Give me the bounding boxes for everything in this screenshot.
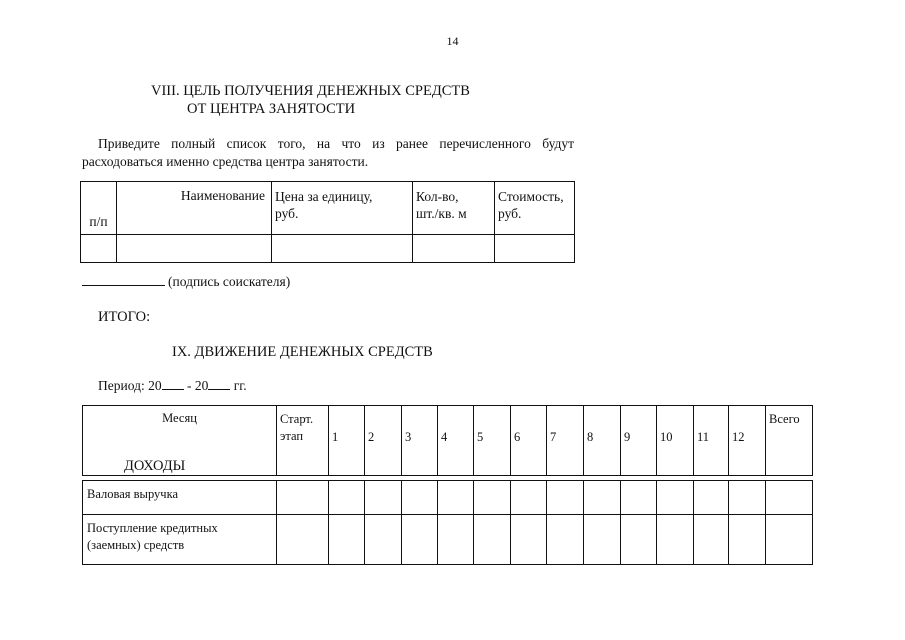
section8-title-line2: ОТ ЦЕНТРА ЗАНЯТОСТИ [187,101,356,117]
income-row-gross-revenue [83,481,813,515]
month-9-header: 9 [621,406,657,476]
table-cell[interactable] [729,481,766,515]
page-number: 14 [446,34,459,48]
purchase-table [80,181,575,263]
intro-line1: Приведите полный список того, на что из ранее перечисленного будут [98,136,574,151]
start-stage-line2: этап [280,429,304,443]
table-cell[interactable] [474,481,511,515]
cashflow-header-table [82,405,813,476]
cell-name[interactable] [117,235,272,263]
start-stage-line1: Старт. [280,412,314,426]
table-cell[interactable] [729,515,766,565]
table-cell[interactable] [621,481,657,515]
month-4-header: 4 [438,406,474,476]
table-cell[interactable] [402,481,438,515]
col-price-header [272,182,413,235]
table-cell[interactable] [438,515,474,565]
col-qty-line2: шт./кв. м [416,206,467,221]
row-label-gross-revenue: Валовая выручка [83,481,277,515]
period-suffix: гг. [230,378,247,393]
month-3-header: 3 [402,406,438,476]
table-cell[interactable] [277,481,329,515]
row-label-credit-line1: Поступление кредитных [87,521,218,535]
col-qty-line1: Кол-во, [416,189,459,204]
intro-line2: расходоваться именно средства центра занятости. [82,154,369,169]
table-cell[interactable] [621,515,657,565]
period-year-start-blank[interactable] [162,377,184,390]
month-1-header: 1 [329,406,365,476]
income-heading: ДОХОДЫ [124,458,186,474]
table-cell[interactable] [584,515,621,565]
period-middle: - 20 [183,378,209,393]
month-2-header: 2 [365,406,402,476]
cell-cost[interactable] [495,235,575,263]
table-cell[interactable] [511,481,547,515]
col-price-line2: руб. [275,206,299,221]
cell-number[interactable] [81,235,117,263]
row-label-credit-funds [83,515,277,565]
period-year-end-blank[interactable] [208,377,230,390]
period-line [98,377,247,394]
cell-price[interactable] [272,235,413,263]
table-cell[interactable] [547,515,584,565]
month-6-header: 6 [511,406,547,476]
month-11-header: 11 [694,406,729,476]
month-8-header: 8 [584,406,621,476]
table-cell[interactable] [657,481,694,515]
purchase-table-header [81,182,575,235]
purchase-table-row [81,235,575,263]
month-12-header: 12 [729,406,766,476]
signature-label: (подпись соискателя) [168,274,291,289]
col-cost-line1: Стоимость, [498,189,564,204]
cell-qty[interactable] [413,235,495,263]
start-stage-header [277,406,329,476]
period-prefix: Период: 20 [98,378,162,393]
table-cell[interactable] [329,481,365,515]
cashflow-header-row [83,406,813,476]
table-cell[interactable] [511,515,547,565]
col-qty-header [413,182,495,235]
row-label-credit-line2: (заемных) средств [87,538,185,552]
table-cell[interactable] [766,515,813,565]
income-row-credit-funds [83,515,813,565]
month-header: Месяц [83,406,277,476]
table-cell[interactable] [694,481,729,515]
table-cell[interactable] [474,515,511,565]
col-name-header: Наименование [117,182,272,235]
signature-line [82,273,290,290]
table-cell[interactable] [438,481,474,515]
total-header: Всего [766,406,813,476]
table-cell[interactable] [329,515,365,565]
table-cell[interactable] [277,515,329,565]
col-number-header: п/п [81,182,117,235]
section9-title: IX. ДВИЖЕНИЕ ДЕНЕЖНЫХ СРЕДСТВ [172,344,433,360]
section8-title-line1: VIII. ЦЕЛЬ ПОЛУЧЕНИЯ ДЕНЕЖНЫХ СРЕДСТВ [151,83,470,99]
table-cell[interactable] [365,481,402,515]
table-cell[interactable] [402,515,438,565]
total-label: ИТОГО: [98,309,151,325]
section8-intro [82,135,574,171]
month-5-header: 5 [474,406,511,476]
table-cell[interactable] [694,515,729,565]
col-cost-header [495,182,575,235]
month-10-header: 10 [657,406,694,476]
table-cell[interactable] [365,515,402,565]
month-7-header: 7 [547,406,584,476]
income-table [82,480,813,565]
table-cell[interactable] [766,481,813,515]
table-cell[interactable] [547,481,584,515]
col-cost-line2: руб. [498,206,522,221]
table-cell[interactable] [657,515,694,565]
table-cell[interactable] [584,481,621,515]
signature-blank[interactable] [82,273,165,286]
col-price-line1: Цена за единицу, [275,189,373,204]
